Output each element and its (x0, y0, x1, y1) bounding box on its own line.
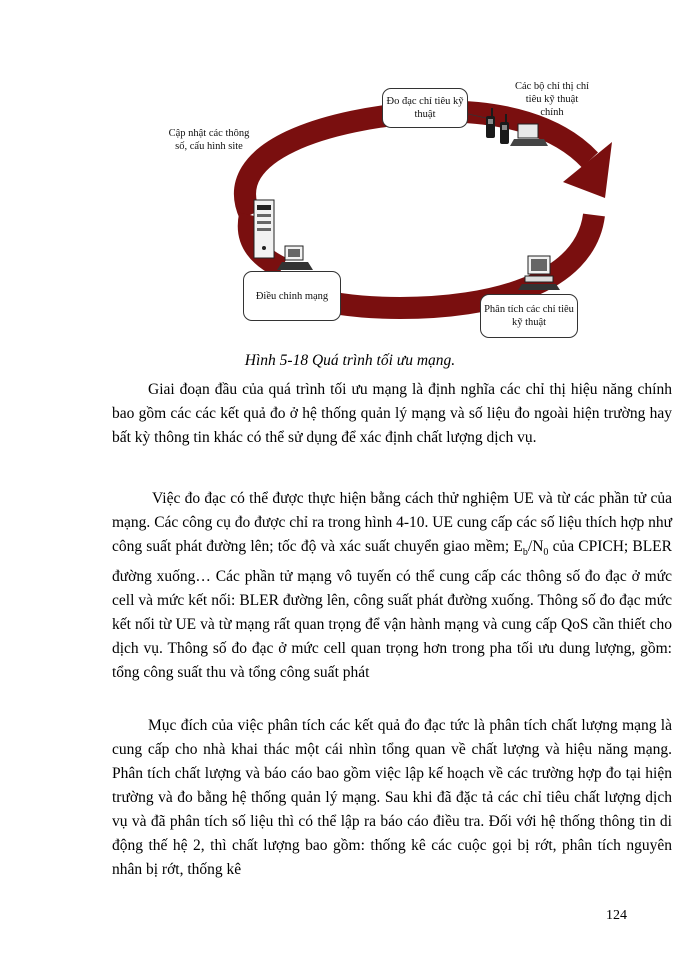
page-number: 124 (606, 908, 627, 923)
subscript-b: b (522, 547, 528, 559)
server-icon (254, 200, 274, 258)
adjust-network-box (243, 271, 341, 321)
paragraph-3: Mục đích của việc phân tích các kết quả đo đạc tức là phân tích chất lượng mạng là cung cấp cho nhà khai thác một cái nhìn tổng quan về chất lượng và hiệu năng mạng. Phân tích chất lượng và báo cáo bao gồm việc lập kế hoạch về các trường hợp đo tại hiện trường và đo bằng hệ thống quản lý mạng. Sau khi đã đặc tả các chỉ tiêu chất lượng dịch vụ và đã phân tích số liệu thì có thể lập ra báo cáo điều tra. Đối với hệ thống thông tin di động thế hệ 2, thì chất lượng bao gồm: thống kê các cuộc gọi bị rớt, phân tích nguyên nhân bị rớt, thống kê (112, 717, 672, 878)
paragraph-2 (112, 487, 672, 685)
analyze-kpi-label: Phân tích các chỉ tiêu kỹ thuật (484, 304, 574, 328)
paragraph-2-rest: của CPICH; BLER đường xuống… Các phần tử mạng vô tuyến có thể cung cấp các thông số đo đạc ở mức cell và mức kết nối: BLER đường lên, công suất phát đường xuống. Thông số đo đạc mức kết nối từ UE và từ mạng rất quan trọng để vận hành mạng và cung cấp QoS cần thiết cho dịch vụ. Thông số đo đạc ở mức cell quan trọng hơn trong pha tối ưu dung lượng, gồm: tổng công suất thu và tổng công suất phát (112, 538, 672, 682)
adjust-network-label: Điều chỉnh mạng (255, 290, 329, 302)
subscript-0: 0 (543, 547, 549, 559)
measure-kpi-label: Đo đạc chỉ tiêu kỹ thuật (386, 96, 464, 120)
paragraph-2-text: Việc đo đạc có thể được thực hiện bằng cách thử nghiệm UE và từ các phần tử của mạng. Các công cụ đo được chỉ ra trong hình 4-10. UE cung cấp các số liệu thích hợp như công suất phát đường lên; tốc độ và xác suất chuyển giao mềm; E (112, 490, 672, 555)
kpi-indicators-label: Các bộ chỉ thị chỉ tiêu kỹ thuật chính (514, 81, 590, 118)
paragraph-1: Giai đoạn đầu của quá trình tối ưu mạng là định nghĩa các chỉ thị hiệu năng chính bao gồm các các kết quả đo ở hệ thống quản lý mạng và số liệu đo ngoài hiện trường hay bất kỳ thông tin khác có thể sử dụng để xác định chất lượng dịch vụ. (112, 381, 672, 446)
analyze-kpi-box (480, 294, 578, 338)
paragraph-2-mid: /N (527, 538, 544, 555)
figure-caption: Hình 5-18 Quá trình tối ưu mạng. (244, 352, 456, 369)
update-parameters-label: Cập nhật các thông số, cấu hình site (168, 128, 250, 152)
measure-kpi-box (382, 88, 468, 128)
network-optimization-figure (0, 0, 700, 350)
cycle-diagram (0, 0, 700, 350)
